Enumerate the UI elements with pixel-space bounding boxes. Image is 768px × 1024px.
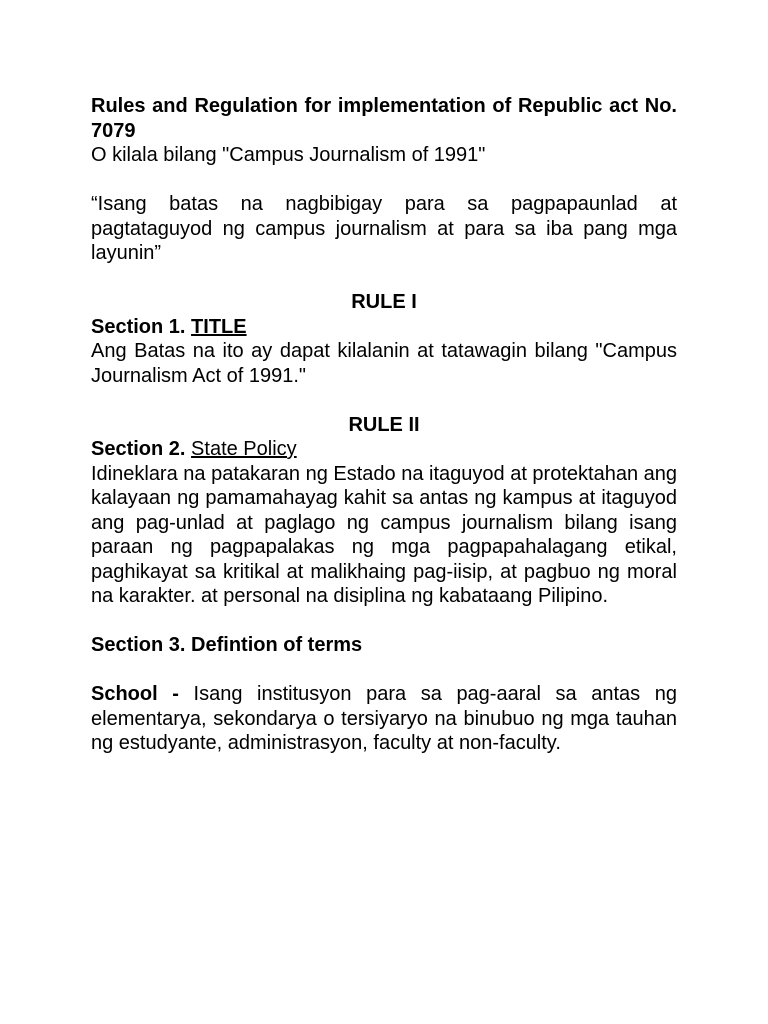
document-title: Rules and Regulation for implementation of Republic act No. 7079 [91, 95, 677, 142]
school-definition-text: Isang institusyon para sa pag-aaral sa antas ng elementarya, sekondarya o tersiyaryo na binubuo ng mga tauhan ng estudyante, administrasyon, faculty at non-faculty. [91, 683, 677, 754]
school-term: School - [91, 683, 179, 705]
spacer [91, 658, 677, 683]
quote-paragraph: “Isang batas na nagbibigay para sa pagpapaunlad at pagtataguyod ng campus journalism at para sa iba pang mga layunin” [91, 193, 677, 264]
spacer [91, 168, 677, 193]
section-2-prefix: Section 2. [91, 438, 186, 460]
section-2-title: State Policy [191, 438, 297, 460]
section-2-heading [91, 437, 677, 462]
spacer [91, 266, 677, 291]
rule-2-heading: RULE II [348, 413, 420, 436]
rule-1-heading: RULE I [351, 291, 417, 313]
section-3-heading: Section 3. Defintion of terms [91, 634, 363, 656]
section-1-prefix: Section 1. [91, 315, 186, 338]
section-1-title: TITLE [191, 315, 247, 338]
section-1-heading [91, 315, 677, 340]
section-1-body: Ang Batas na ito ay dapat kilalanin at tatawagin bilang "Campus Journalism Act of 1991." [91, 340, 677, 387]
document-page [91, 94, 677, 756]
section-2-body: Idineklara na patakaran ng Estado na itaguyod at protektahan ang kalayaan ng pamamahayag kahit sa antas ng kampus at itaguyod ang pag-unlad at paglago ng campus journalism bilang isang paraan ng pagpapalakas ng mga pagpapahalagang etikal, paghikayat sa kritikal at malikhaing pag-iisip, at pagbuo ng moral na karakter. at personal na disiplina ng kabataang Pilipino. [91, 462, 677, 607]
school-definition [91, 682, 677, 756]
spacer [91, 388, 677, 413]
spacer [91, 609, 677, 634]
document-subtitle: O kilala bilang "Campus Journalism of 1991" [91, 144, 486, 166]
